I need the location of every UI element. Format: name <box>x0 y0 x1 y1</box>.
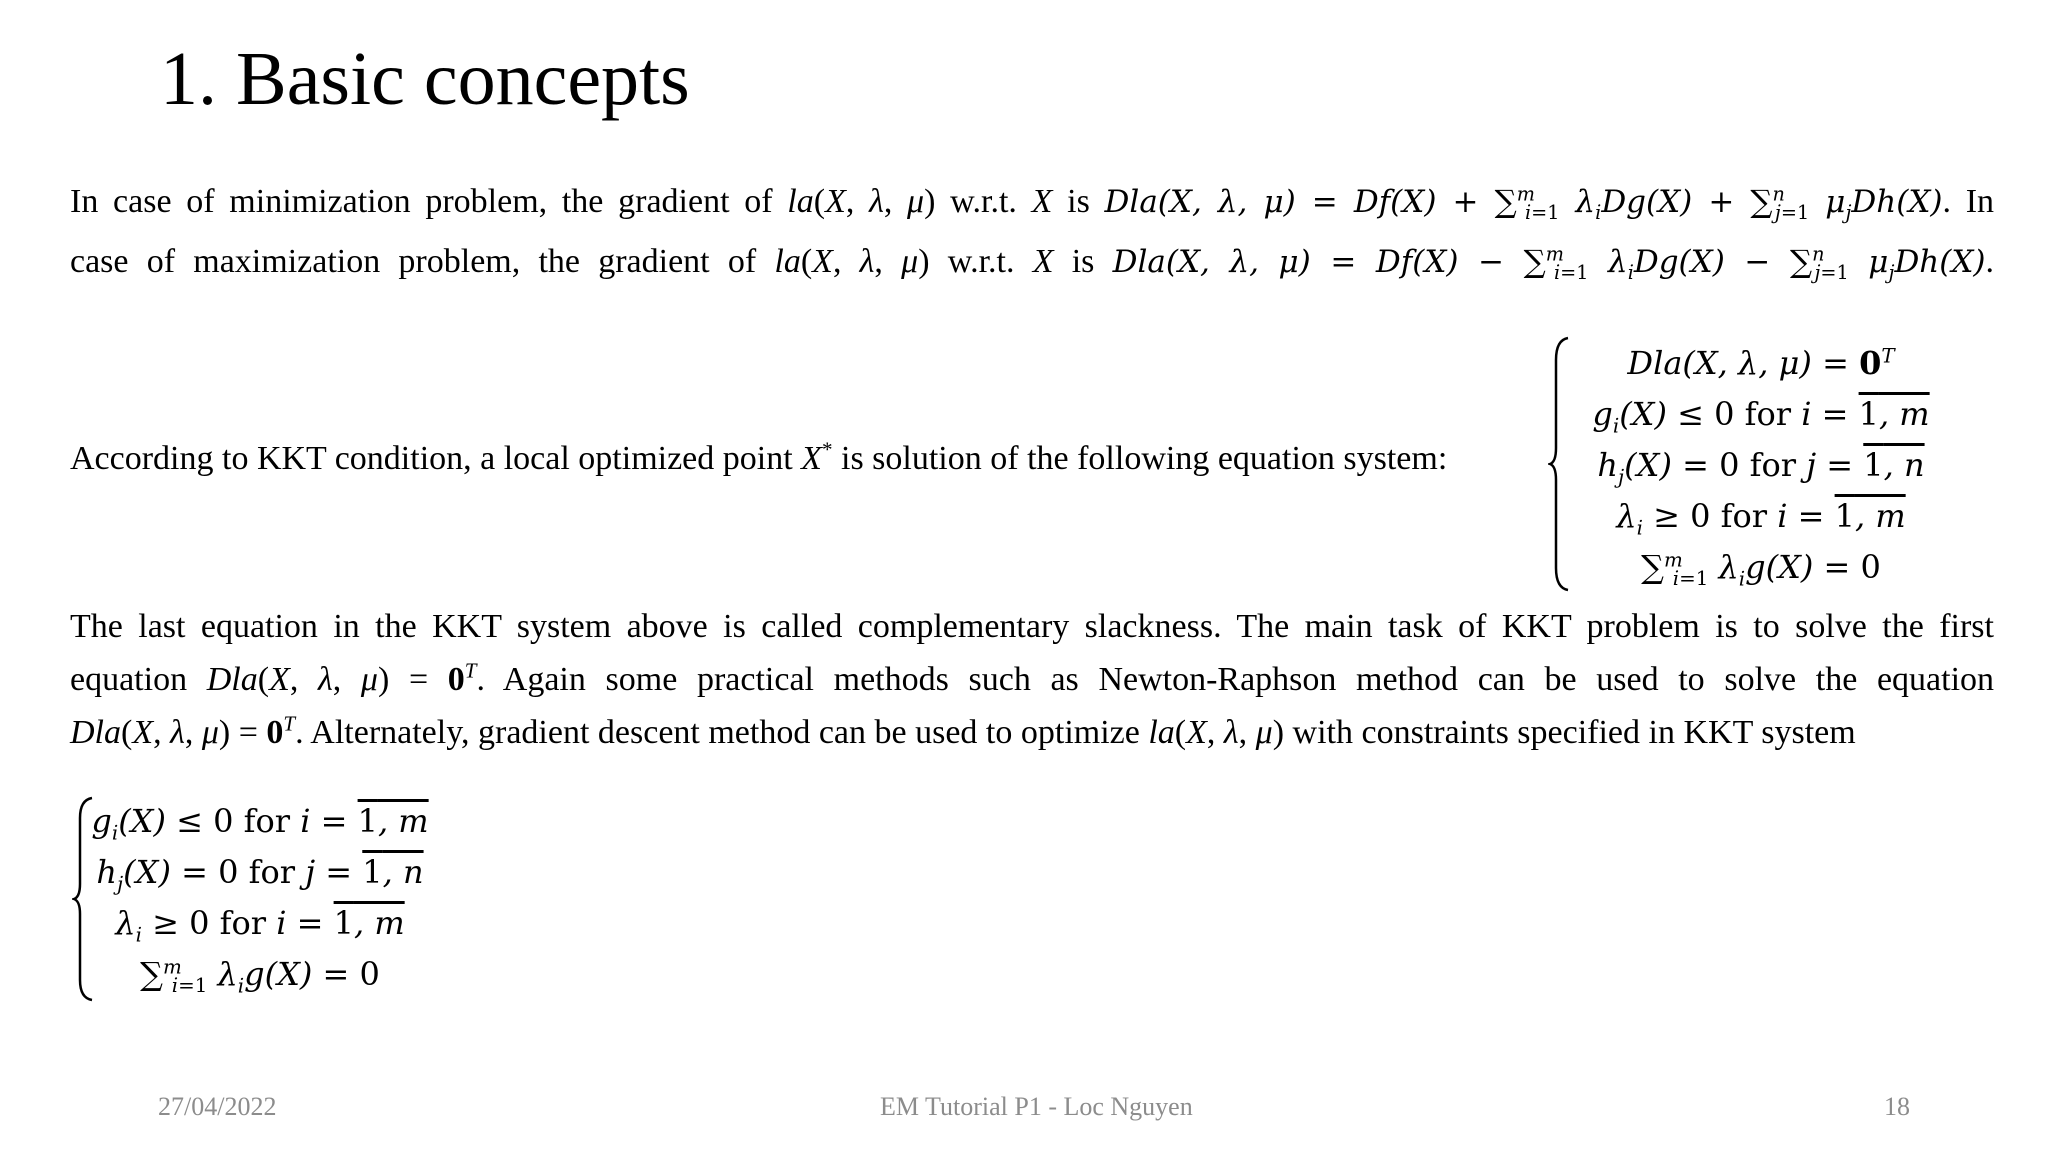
slackness-line-2: equation Dla(X, λ, $\mu) = 0^T$. Again some practical methods such as Newton-Raphson method can be used to solve the equation <box>70 658 1995 698</box>
constraint-slackness: ∑$^m_{i=1}$ $\lambda_ig(X) = 0$ <box>140 955 380 998</box>
kkt-eq-equality: $h_j(X) = 0$ for j = 1, n <box>1597 446 1925 489</box>
kkt-system-constraints <box>72 796 472 1002</box>
gradient-paragraph <box>70 172 1994 292</box>
kkt-eq-gradient: Dla(X, λ, $\mu) = 0^T$ <box>1627 344 1895 382</box>
left-brace-icon <box>1548 336 1572 592</box>
constraint-inequality: $g_i(X) \le 0$ for i = 1, m <box>91 802 429 845</box>
kkt-eq-lambda: $\lambda_i \ge 0$ for i = 1, m <box>1616 497 1906 540</box>
slackness-line-3: Dla(X, λ, $\mu) = 0^T$. Alternately, gradient descent method can be used to optimize la(X, λ, μ) with constraints specified in KKT system <box>70 711 1856 751</box>
gradient-formula-max: Dla(X, λ, μ) = Df(X) − ∑$^m_{i=1}$ $\lambda_iDg(X) - \sum^n_{j=1}$ $\mu_jDh(X)$ <box>1112 242 1986 285</box>
kkt-intro: According to KKT condition, a local optimized point X* is solution of the following equation system: <box>70 437 1448 477</box>
kkt-system-full <box>1548 336 1948 592</box>
constraint-lambda: $\lambda_i \ge 0$ for i = 1, m <box>115 904 405 947</box>
footer-date: 27/04/2022 <box>158 1092 277 1121</box>
footer-title: EM Tutorial P1 - Loc Nguyen <box>880 1092 1193 1121</box>
page-number: 18 <box>1884 1092 1910 1121</box>
kkt-eq-slackness: ∑$^m_{i=1}$ $\lambda_ig(X) = 0$ <box>1641 548 1881 591</box>
kkt-eq-inequality: $g_i(X) \le 0$ for i = 1, m <box>1592 395 1930 438</box>
slide-title: 1. Basic concepts <box>160 37 690 121</box>
gradient-line-max: case of maximization problem, the gradient of la(X, λ, μ) w.r.t. X is Dla(X, λ, μ) = Df(X) − ∑$^m_{i=1}$ $\lambda_iDg(X) - \sum^n_{j=1}$ $\mu_jDh(X)$. <box>70 242 1995 285</box>
slackness-paragraph <box>70 600 1994 759</box>
gradient-formula-min: Dla(X, λ, μ) = Df(X) + ∑$^m_{i=1}$ $\lambda_iDg(X) + \sum^n_{j=1}$ $\mu_jDh(X)$ <box>1104 182 1943 225</box>
gradient-line-min: In case of minimization problem, the gradient of la(X, λ, μ) w.r.t. X is Dla(X, λ, μ) = Df(X) + ∑$^m_{i=1}$ $\lambda_iDg(X) + \sum^n_{j=1}$ $\mu_jDh(X)$. In <box>70 182 1995 225</box>
slackness-line-1: The last equation in the KKT system above is called complementary slackness. The main task of KKT problem is to solve the first <box>70 608 1994 645</box>
constraint-equality: $h_j(X) = 0$ for j = 1, n <box>96 853 424 896</box>
